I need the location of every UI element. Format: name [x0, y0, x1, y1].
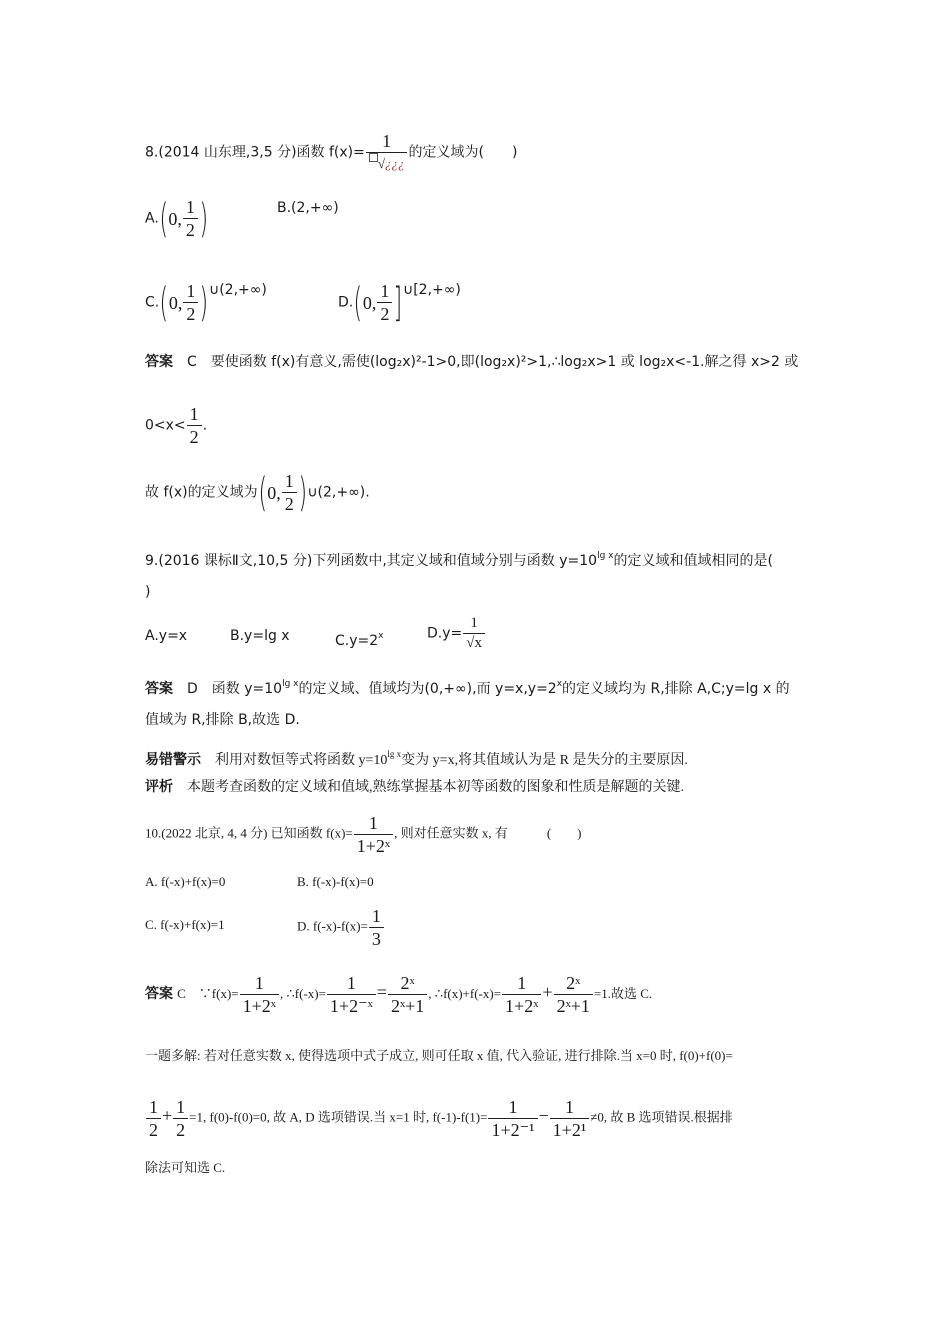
q9-stem-line2: ) — [145, 584, 151, 600]
q8-option-d: D. ( 0, $\frac{1}{2}$ ] ∪[2,+∞) — [338, 279, 461, 326]
garbled-box-icon — [369, 153, 378, 162]
q8-answer-line3: 故 f(x)的定义域为 ( 0, $\frac{1}{2}$ ) ∪(2,+∞). — [145, 469, 370, 516]
q9-warning: 易错警示 利用对数恒等式将函数 $y=10^{lg x}$变为 y=x,将其值域认为是 R 是失分的主要原因. — [145, 749, 688, 768]
q10-multi-line3: 除法可知选 C. — [145, 1160, 226, 1175]
q8-option-a: A. ( 0, $\frac{1}{2}$ ) — [145, 195, 208, 242]
q8-answer-line1: 答案 C 要使函数 f(x)有意义,需使(log₂x)²-1>0,即(log₂x)²>1,∴log₂x>1 或 log₂x<-1.解之得 x>2 或 — [145, 354, 799, 370]
q10-stem: 10.(2022 北京, 4, 4 分) 已知函数 f(x)= $\frac{1}{\text{1+2ˣ}}$ , 则对任意实数 x, 有 ( ) — [145, 813, 582, 856]
q8-option-b: B.(2,+∞) — [277, 200, 339, 216]
q10-option-a: A. f(-x)+f(x)=0 — [145, 874, 226, 889]
q8-stem: 8.(2014 山东理,3,5 分)函数 f(x)= $\frac{1}{√¿¿¿}$ 的定义域为( ) — [145, 130, 517, 175]
q10-multi-line1: 一题多解: 若对任意实数 x, 使得选项中式子成立, 则可任取 x 值, 代入验证, 进行排除.当 x=0 时, f(0)+f(0)= — [145, 1048, 733, 1063]
q8-answer-line2: 0<x< $\frac{1}{2}$ . — [145, 404, 208, 447]
q9-option-d: D.y= $\frac{1}{√x}$ — [427, 614, 486, 653]
q9-option-b: B.y=lg x — [230, 628, 290, 644]
q9-stem: 9.(2016 课标Ⅱ文,10,5 分)下列函数中,其定义域和值域分别与函数 $y=10^{lg x}$的定义域和值域相同的是( — [145, 551, 773, 569]
q9-option-c: $C.y=2^x$ — [335, 631, 384, 649]
q9-evaluation: 评析 本题考查函数的定义域和值域,熟练掌握基本初等函数的图象和性质是解题的关键. — [145, 779, 684, 795]
q9-answer-line2: 值域为 R,排除 B,故选 D. — [145, 712, 300, 728]
q10-option-b: B. f(-x)-f(x)=0 — [297, 874, 374, 889]
q8-option-c: C. ( 0, $\frac{1}{2}$ ) ∪(2,+∞) — [145, 279, 267, 326]
q10-option-d: D. f(-x)-f(x)= $\frac{1}{3}$ — [297, 905, 385, 950]
q8-fraction: $\frac{1}{√¿¿¿}$ — [366, 130, 408, 175]
q10-multi-line2: $\frac{1}{2}$ + $\frac{1}{2}$ =1, f(0)-f(0)=0, 故 A, D 选项错误.当 x=1 时, f(-1)-f(1)= $\frac{1}{\text{1+2⁻¹}}$ − $\frac{1}{\text{1+2¹}}$ ≠0, 故 B 选项错误.根据排 — [145, 1096, 733, 1141]
q10-answer: 答案 C ∵f(x)= $\frac{1}{\text{1+2ˣ}}$ , ∴f(-x)= $\frac{1}{\text{1+2⁻ˣ}}$ = $\frac{\text{2ˣ}}{\text{2ˣ+1}}$ , ∴f(x)+f(-x)= $\frac{1}{\text{1+2ˣ}}$ + $\frac{\text{2ˣ}}{\text{2ˣ+1}}$ =1.故选 C. — [145, 973, 653, 1016]
q10-option-c: C. f(-x)+f(x)=1 — [145, 917, 225, 932]
q9-option-a: A.y=x — [145, 628, 188, 644]
q9-answer-line1: 答案 D 函数 $y=10^{lg x}$的定义域、值域均为(0,+∞),而 $y=x,y=2^x$的定义域均为 R,排除 A,C;y=lg x 的 — [145, 679, 790, 697]
